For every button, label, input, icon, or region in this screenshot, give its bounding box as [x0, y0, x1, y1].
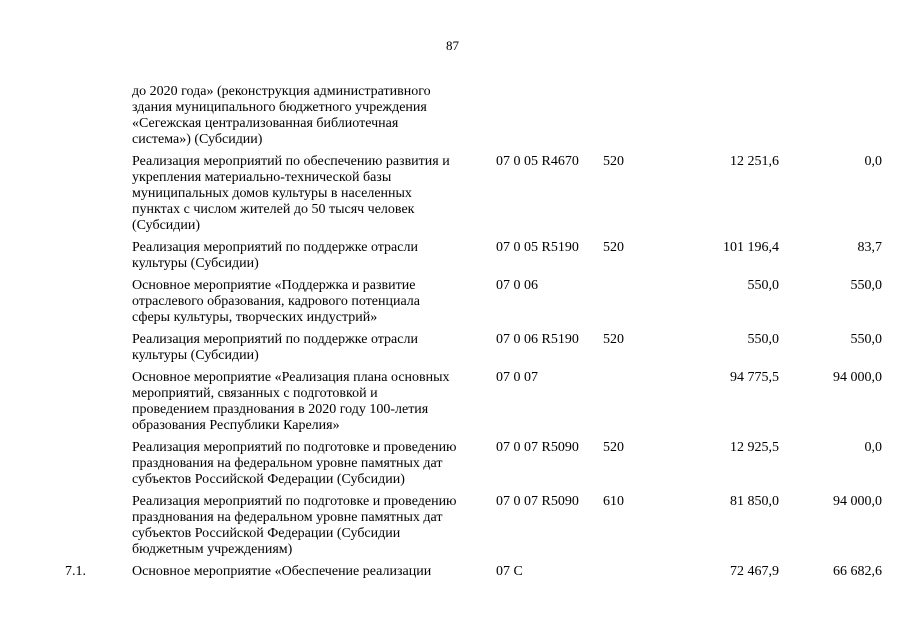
row-number: 7.1. [65, 564, 86, 579]
row-name-line: укрепления материально-технической базы [132, 170, 392, 185]
row-name-line: Реализация мероприятий по обеспечению развития и [132, 154, 450, 169]
row-name-line: «Сегежская централизованная библиотечная [132, 116, 399, 131]
row-name-line: (Субсидии) [132, 218, 201, 233]
expense-type-code: 520 [603, 440, 624, 455]
target-article-code: 07 0 06 [496, 278, 538, 293]
amount-2: 550,0 [850, 332, 882, 347]
table-row [0, 370, 905, 440]
amount-1: 72 467,9 [730, 564, 779, 579]
amount-2: 0,0 [864, 440, 882, 455]
row-name [132, 370, 484, 440]
amount-1: 101 196,4 [723, 240, 779, 255]
amount-1: 12 251,6 [730, 154, 779, 169]
row-name-line: культуры (Субсидии) [132, 256, 259, 271]
row-name [132, 564, 484, 586]
row-name-line: культуры (Субсидии) [132, 348, 259, 363]
target-article-code: 07 0 07 R5090 [496, 494, 579, 509]
row-name-line: проведением празднования в 2020 году 100-летия [132, 402, 429, 417]
table-row [0, 564, 905, 586]
row-name-line: отраслевого образования, кадрового потенциала [132, 294, 420, 309]
page-number: 87 [446, 38, 459, 53]
amount-2: 83,7 [857, 240, 882, 255]
row-name-line: муниципальных домов культуры в населенных [132, 186, 412, 201]
row-name [132, 154, 484, 240]
table-row [0, 332, 905, 370]
amount-1: 81 850,0 [730, 494, 779, 509]
target-article-code: 07 0 06 R5190 [496, 332, 579, 347]
target-article-code: 07 С [496, 564, 523, 579]
expense-type-code: 610 [603, 494, 624, 509]
amount-1: 550,0 [747, 332, 779, 347]
row-name [132, 278, 484, 332]
budget-table [0, 84, 905, 586]
row-name-line: система») (Субсидии) [132, 132, 263, 147]
amount-1: 550,0 [747, 278, 779, 293]
table-row [0, 240, 905, 278]
amount-2: 66 682,6 [833, 564, 882, 579]
row-name-line: Реализация мероприятий по подготовке и проведению [132, 440, 457, 455]
row-name-line: Основное мероприятие «Поддержка и развитие [132, 278, 416, 293]
amount-2: 94 000,0 [833, 494, 882, 509]
target-article-code: 07 0 05 R4670 [496, 154, 579, 169]
amount-1: 94 775,5 [730, 370, 779, 385]
expense-type-code: 520 [603, 154, 624, 169]
amount-2: 0,0 [864, 154, 882, 169]
row-name [132, 494, 484, 564]
amount-1: 12 925,5 [730, 440, 779, 455]
row-name-line: сферы культуры, творческих индустрий» [132, 310, 378, 325]
target-article-code: 07 0 05 R5190 [496, 240, 579, 255]
row-name-line: Реализация мероприятий по поддержке отрасли [132, 332, 418, 347]
table-row [0, 154, 905, 240]
row-name-line: бюджетным учреждениям) [132, 542, 293, 557]
row-name-line: до 2020 года» (реконструкция административного [132, 84, 431, 99]
amount-2: 94 000,0 [833, 370, 882, 385]
row-name-line: Реализация мероприятий по подготовке и проведению [132, 494, 457, 509]
row-name-line: празднования на федеральном уровне памятных дат [132, 456, 443, 471]
table-row [0, 440, 905, 494]
row-name [132, 332, 484, 370]
row-name-line: пунктах с числом жителей до 50 тысяч человек [132, 202, 415, 217]
row-name-line: субъектов Российской Федерации (Субсидии) [132, 472, 405, 487]
row-name-line: образования Республики Карелия» [132, 418, 340, 433]
row-name-line: Основное мероприятие «Реализация плана основных [132, 370, 450, 385]
row-name-line: мероприятий, связанных с подготовкой и [132, 386, 378, 401]
row-name-line: здания муниципального бюджетного учреждения [132, 100, 427, 115]
row-name [132, 84, 484, 154]
target-article-code: 07 0 07 [496, 370, 538, 385]
expense-type-code: 520 [603, 240, 624, 255]
table-row [0, 278, 905, 332]
row-name [132, 440, 484, 494]
table-row [0, 84, 905, 154]
row-name-line: Реализация мероприятий по поддержке отрасли [132, 240, 418, 255]
row-name-line: Основное мероприятие «Обеспечение реализации [132, 564, 432, 579]
table-row [0, 494, 905, 564]
amount-2: 550,0 [850, 278, 882, 293]
target-article-code: 07 0 07 R5090 [496, 440, 579, 455]
row-name-line: празднования на федеральном уровне памятных дат [132, 510, 443, 525]
row-name [132, 240, 484, 278]
row-name-line: субъектов Российской Федерации (Субсидии [132, 526, 401, 541]
expense-type-code: 520 [603, 332, 624, 347]
